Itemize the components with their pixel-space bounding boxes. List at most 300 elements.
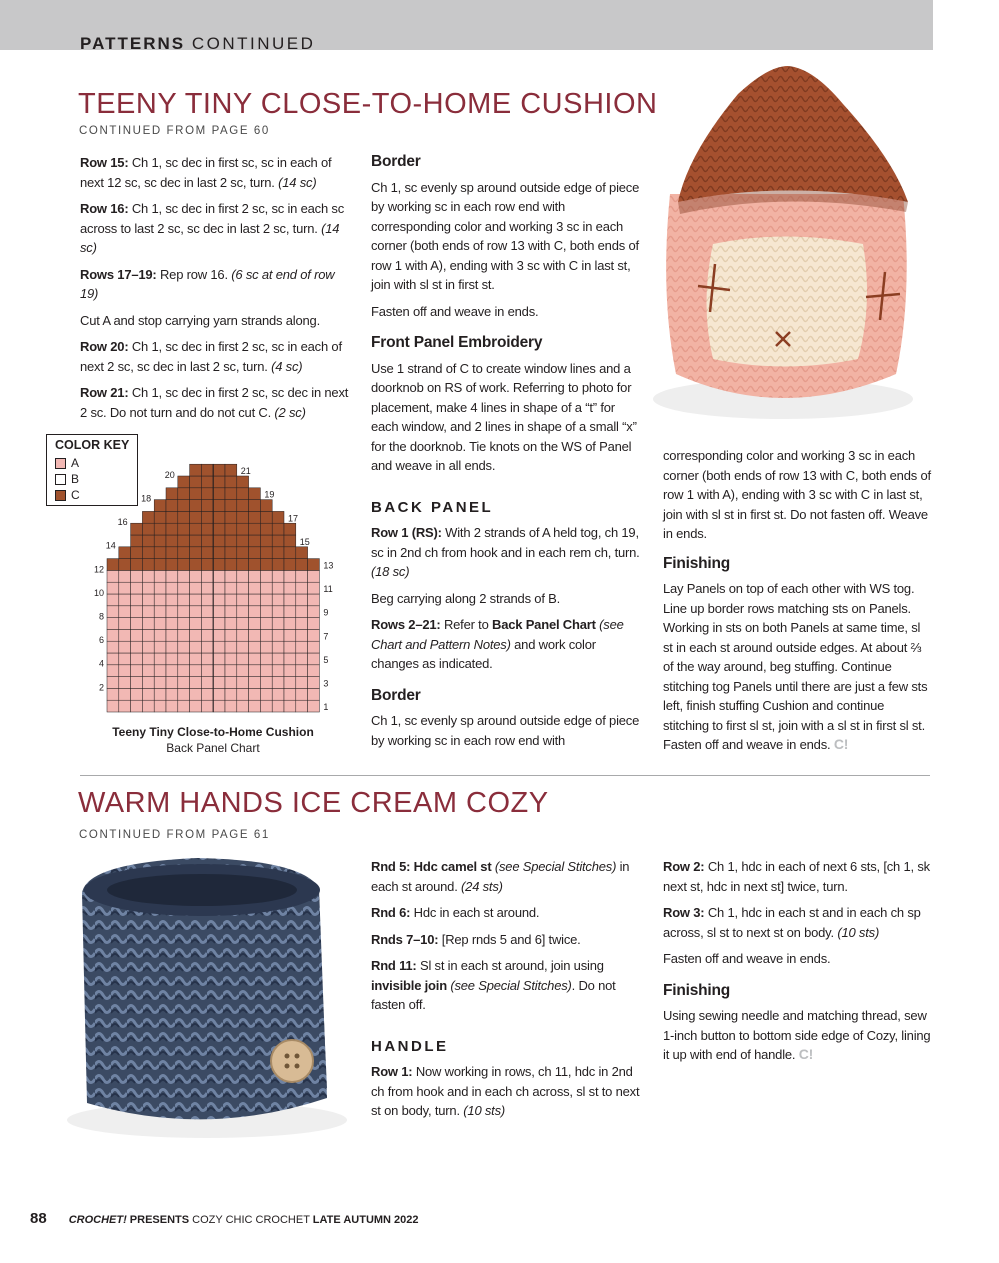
chart-stitch <box>225 677 237 689</box>
chart-row-label: 13 <box>323 560 334 571</box>
chart-stitch <box>249 653 261 665</box>
chart-stitch <box>154 700 166 712</box>
chart-stitch <box>154 665 166 677</box>
chart-stitch <box>260 594 272 606</box>
chart-stitch <box>190 629 202 641</box>
chart-stitch <box>296 618 308 630</box>
chart-stitch <box>225 606 237 618</box>
chart-stitch <box>225 641 237 653</box>
chart-stitch <box>178 476 190 488</box>
row-3: Row 3: Ch 1, hdc in each st and in each ch sp across, sl st to next st on body. (10 sts) <box>663 905 921 940</box>
chart-stitch <box>201 700 213 712</box>
chart-stitch <box>201 535 213 547</box>
chart-stitch <box>119 582 131 594</box>
cozy-photo <box>47 848 355 1150</box>
chart-stitch <box>284 559 296 571</box>
chart-stitch <box>308 570 320 582</box>
chart-stitch <box>119 700 131 712</box>
chart-stitch <box>107 618 119 630</box>
chart-stitch <box>237 641 249 653</box>
chart-stitch <box>237 618 249 630</box>
chart-stitch <box>166 535 178 547</box>
chart-row-label: 9 <box>323 607 329 618</box>
chart-stitch <box>154 641 166 653</box>
embroidery-heading: Front Panel Embroidery <box>371 334 543 351</box>
chart-stitch <box>107 677 119 689</box>
chart-stitch <box>237 488 249 500</box>
chart-stitch <box>308 618 320 630</box>
chart-stitch <box>272 547 284 559</box>
chart-stitch <box>213 511 225 523</box>
chart-row-label: 16 <box>117 517 128 528</box>
chart-stitch <box>249 559 261 571</box>
cushion-row-text: Cut A and stop carrying yarn strands along. <box>80 312 320 328</box>
footer: 88 CROCHET! PRESENTS COZY CHIC CROCHET LATE AUTUMN 2022 <box>30 1210 419 1227</box>
chart-stitch <box>249 606 261 618</box>
chart-stitch <box>225 523 237 535</box>
chart-stitch <box>119 606 131 618</box>
chart-stitch <box>119 665 131 677</box>
back-row-1: Row 1 (RS): With 2 strands of A held tog, ch 19, sc in 2nd ch from hook and in each rem ch, turn. (18 sc) <box>371 525 640 579</box>
chart-stitch <box>201 582 213 594</box>
embroidery-text: Use 1 strand of C to create window lines and a doorknob on RS of work. Referring to photo for placement, make 4 lines in shape of a “t” for each window, and 2 lines in shape of a small “x” for the doorknob. Tie knots on the WS of Panel and weave in all ends. <box>371 360 637 473</box>
chart-row-label: 14 <box>105 540 116 551</box>
cushion-center <box>707 237 868 367</box>
chart-stitch <box>284 653 296 665</box>
chart-stitch <box>237 476 249 488</box>
chart-stitch <box>107 606 119 618</box>
chart-stitch <box>284 618 296 630</box>
chart-stitch <box>178 665 190 677</box>
cozy-inner <box>107 874 297 906</box>
chart-stitch <box>178 582 190 594</box>
chart-stitch <box>284 547 296 559</box>
chart-stitch <box>260 570 272 582</box>
chart-stitch <box>272 665 284 677</box>
chart-stitch <box>201 500 213 512</box>
chart-stitch <box>213 618 225 630</box>
color-key-title: COLOR KEY <box>55 438 130 452</box>
chart-stitch <box>107 700 119 712</box>
chart-stitch <box>142 629 154 641</box>
border-heading: Border <box>371 153 421 170</box>
rnd-5: Rnd 5: Hdc camel st (see Special Stitches) in each st around. (24 sts) <box>371 859 630 894</box>
chart-stitch <box>142 547 154 559</box>
chart-stitch <box>166 511 178 523</box>
chart-stitch <box>190 653 202 665</box>
chart-stitch <box>213 629 225 641</box>
chart-stitch <box>237 547 249 559</box>
chart-stitch <box>213 547 225 559</box>
back-panel-chart <box>80 460 350 720</box>
chart-stitch <box>308 606 320 618</box>
chart-stitch <box>131 547 143 559</box>
chart-stitch <box>284 700 296 712</box>
chart-stitch <box>142 688 154 700</box>
chart-stitch <box>201 559 213 571</box>
chart-stitch <box>249 500 261 512</box>
chart-stitch <box>296 559 308 571</box>
chart-stitch <box>190 559 202 571</box>
chart-stitch <box>308 665 320 677</box>
chart-stitch <box>178 629 190 641</box>
chart-stitch <box>178 653 190 665</box>
chart-stitch <box>296 688 308 700</box>
chart-stitch <box>119 559 131 571</box>
chart-stitch <box>166 700 178 712</box>
chart-stitch <box>237 677 249 689</box>
chart-stitch <box>154 677 166 689</box>
chart-stitch <box>260 641 272 653</box>
chart-stitch <box>308 582 320 594</box>
chart-stitch <box>107 688 119 700</box>
chart-stitch <box>131 629 143 641</box>
chart-stitch <box>213 523 225 535</box>
chart-stitch <box>131 523 143 535</box>
chart-stitch <box>237 570 249 582</box>
page-number: 88 <box>30 1210 47 1227</box>
color-key-b: B <box>55 472 79 486</box>
chart-stitch <box>237 594 249 606</box>
chart-stitch <box>213 464 225 476</box>
chart-stitch <box>225 570 237 582</box>
chart-stitch <box>154 500 166 512</box>
chart-stitch <box>166 629 178 641</box>
chart-stitch <box>260 547 272 559</box>
chart-stitch <box>249 523 261 535</box>
chart-stitch <box>296 700 308 712</box>
chart-stitch <box>142 570 154 582</box>
chart-stitch <box>237 559 249 571</box>
chart-stitch <box>249 535 261 547</box>
chart-stitch <box>178 700 190 712</box>
chart-stitch <box>142 653 154 665</box>
chart-stitch <box>296 594 308 606</box>
chart-stitch <box>154 606 166 618</box>
chart-stitch <box>142 677 154 689</box>
chart-stitch <box>213 594 225 606</box>
chart-stitch <box>284 523 296 535</box>
cushion-row-text: Row 20: Ch 1, sc dec in first 2 sc, sc in each of next 2 sc, sc dec in last 2 sc, turn. (4 sc) <box>80 339 342 374</box>
chart-stitch <box>201 629 213 641</box>
cushion-row-text: Row 16: Ch 1, sc dec in first 2 sc, sc in each sc across to last 2 sc, sc dec in last 2 sc, turn. (14 sc) <box>80 201 345 255</box>
chart-stitch <box>284 688 296 700</box>
chart-stitch <box>178 618 190 630</box>
chart-stitch <box>237 582 249 594</box>
chart-stitch <box>178 570 190 582</box>
chart-stitch <box>142 535 154 547</box>
chart-stitch <box>178 688 190 700</box>
chart-stitch <box>284 665 296 677</box>
chart-stitch <box>107 582 119 594</box>
chart-stitch <box>225 488 237 500</box>
chart-row-label: 11 <box>323 584 333 595</box>
chart-stitch <box>142 641 154 653</box>
border2-text: Ch 1, sc evenly sp around outside edge of piece by working sc in each row end with <box>371 713 640 748</box>
chart-stitch <box>249 547 261 559</box>
cushion-row-text: Rows 17–19: Rep row 16. (6 sc at end of row 19) <box>80 266 335 301</box>
chart-stitch <box>178 606 190 618</box>
chart-stitch <box>201 488 213 500</box>
chart-stitch <box>142 523 154 535</box>
chart-stitch <box>260 618 272 630</box>
chart-stitch <box>190 665 202 677</box>
cushion-row-text: Row 21: Ch 1, sc dec in first 2 sc, sc dec in next 2 sc. Do not turn and do not cut C. (2 sc) <box>80 385 349 420</box>
finishing-text: Lay Panels on top of each other with WS tog. Line up border rows matching sts on Panels. Working in sts on both Panels at same time, sl st in each st around outside edges. At about ⅔ of the way around, beg stuffing. Continue stitching tog Panels until there are just a few sts left, finish stuffing Cushion and continue stitching to first sl st, join with a sl st in first sl st. Fasten off and weave in ends. C! <box>663 581 928 752</box>
chart-stitch <box>308 688 320 700</box>
chart-stitch <box>260 500 272 512</box>
chart-stitch <box>284 582 296 594</box>
chart-row-label: 15 <box>299 536 310 547</box>
chart-stitch <box>249 665 261 677</box>
chart-stitch <box>260 535 272 547</box>
chart-stitch <box>237 688 249 700</box>
chart-stitch <box>166 606 178 618</box>
chart-row-label: 7 <box>323 631 329 642</box>
cozy-finishing-heading: Finishing <box>663 981 731 999</box>
chart-stitch <box>260 606 272 618</box>
chart-stitch <box>131 594 143 606</box>
chart-caption: Teeny Tiny Close-to-Home Cushion Back Panel Chart <box>112 725 314 755</box>
chart-stitch <box>225 653 237 665</box>
chart-stitch <box>154 559 166 571</box>
chart-stitch <box>308 641 320 653</box>
chart-stitch <box>131 559 143 571</box>
border2-heading: Border <box>371 686 421 704</box>
chart-stitch <box>201 618 213 630</box>
chart-stitch <box>178 641 190 653</box>
chart-stitch <box>142 582 154 594</box>
chart-stitch <box>119 570 131 582</box>
chart-stitch <box>119 677 131 689</box>
chart-stitch <box>131 700 143 712</box>
cushion-row-text: Row 15: Ch 1, sc dec in first sc, sc in each of next 12 sc, sc dec in last 2 sc, turn. (14 sc) <box>80 155 332 190</box>
section-divider <box>80 775 930 776</box>
chart-stitch <box>237 500 249 512</box>
chart-stitch <box>166 547 178 559</box>
handle-heading: HANDLE <box>371 1037 449 1055</box>
finishing-heading: Finishing <box>663 554 731 572</box>
chart-stitch <box>296 547 308 559</box>
chart-stitch <box>260 653 272 665</box>
chart-stitch <box>178 511 190 523</box>
chart-stitch <box>213 606 225 618</box>
chart-stitch <box>131 570 143 582</box>
chart-stitch <box>225 582 237 594</box>
chart-stitch <box>166 559 178 571</box>
chart-stitch <box>272 570 284 582</box>
chart-stitch <box>131 665 143 677</box>
chart-stitch <box>284 594 296 606</box>
chart-stitch <box>166 641 178 653</box>
chart-stitch <box>237 700 249 712</box>
chart-stitch <box>142 700 154 712</box>
chart-stitch <box>272 641 284 653</box>
chart-stitch <box>107 641 119 653</box>
chart-stitch <box>142 594 154 606</box>
chart-stitch <box>213 535 225 547</box>
chart-stitch <box>107 629 119 641</box>
chart-stitch <box>272 677 284 689</box>
chart-stitch <box>272 618 284 630</box>
chart-stitch <box>225 594 237 606</box>
chart-stitch <box>119 641 131 653</box>
chart-stitch <box>260 523 272 535</box>
chart-stitch <box>201 523 213 535</box>
chart-stitch <box>154 511 166 523</box>
chart-stitch <box>190 500 202 512</box>
chart-stitch <box>178 523 190 535</box>
chart-stitch <box>225 535 237 547</box>
chart-stitch <box>260 582 272 594</box>
chart-stitch <box>142 618 154 630</box>
chart-stitch <box>249 629 261 641</box>
chart-stitch <box>308 559 320 571</box>
chart-stitch <box>296 665 308 677</box>
chart-stitch <box>213 641 225 653</box>
chart-stitch <box>154 570 166 582</box>
cozy-column-2 <box>371 857 643 1128</box>
cozy-continued: CONTINUED FROM PAGE 61 <box>79 829 270 841</box>
chart-stitch <box>237 535 249 547</box>
chart-stitch <box>272 606 284 618</box>
chart-stitch <box>201 641 213 653</box>
color-key-a: A <box>55 456 79 470</box>
chart-stitch <box>154 688 166 700</box>
chart-row-label: 6 <box>98 635 104 646</box>
swatch-c <box>55 490 66 501</box>
chart-row-label: 18 <box>141 493 152 504</box>
cushion-column-1 <box>80 153 350 429</box>
chart-stitch <box>154 547 166 559</box>
chart-stitch <box>166 594 178 606</box>
chart-stitch <box>166 570 178 582</box>
cozy-column-3 <box>663 857 931 1072</box>
chart-stitch <box>190 688 202 700</box>
chart-stitch <box>249 594 261 606</box>
chart-stitch <box>272 700 284 712</box>
cozy-title: WARM HANDS ICE CREAM COZY <box>78 787 549 819</box>
chart-stitch <box>178 547 190 559</box>
chart-stitch <box>119 594 131 606</box>
chart-stitch <box>131 677 143 689</box>
chart-stitch <box>260 688 272 700</box>
cozy-finishing-text: Using sewing needle and matching thread, sew 1-inch button to bottom side edge of Cozy, lining it up with end of handle. C! <box>663 1008 931 1062</box>
chart-stitch <box>119 629 131 641</box>
chart-row-label: 17 <box>288 513 299 524</box>
chart-stitch <box>284 570 296 582</box>
swatch-a <box>55 458 66 469</box>
chart-stitch <box>119 688 131 700</box>
chart-stitch <box>201 570 213 582</box>
cushion-title: TEENY TINY CLOSE-TO-HOME CUSHION <box>78 88 658 120</box>
chart-stitch <box>107 570 119 582</box>
chart-stitch <box>154 653 166 665</box>
chart-stitch <box>225 500 237 512</box>
chart-stitch <box>249 618 261 630</box>
chart-stitch <box>237 523 249 535</box>
chart-stitch <box>213 488 225 500</box>
chart-stitch <box>131 641 143 653</box>
chart-stitch <box>201 665 213 677</box>
chart-stitch <box>284 606 296 618</box>
chart-stitch <box>142 665 154 677</box>
chart-stitch <box>225 511 237 523</box>
chart-stitch <box>178 677 190 689</box>
chart-stitch <box>142 511 154 523</box>
chart-row-label: 19 <box>264 489 275 500</box>
chart-stitch <box>107 653 119 665</box>
chart-stitch <box>131 582 143 594</box>
chart-stitch <box>154 618 166 630</box>
chart-stitch <box>154 535 166 547</box>
chart-stitch <box>154 594 166 606</box>
chart-stitch <box>119 653 131 665</box>
cozy-end-badge: C! <box>798 1046 814 1062</box>
chart-row-label: 3 <box>323 678 329 689</box>
chart-stitch <box>284 535 296 547</box>
chart-stitch <box>272 653 284 665</box>
chart-stitch <box>166 688 178 700</box>
chart-stitch <box>201 547 213 559</box>
chart-stitch <box>166 677 178 689</box>
row-2: Row 2: Ch 1, hdc in each of next 6 sts, [ch 1, sk next st, hdc in next st] twice, turn. <box>663 859 930 894</box>
chart-stitch <box>225 700 237 712</box>
chart-stitch <box>190 488 202 500</box>
chart-stitch <box>190 570 202 582</box>
chart-stitch <box>190 464 202 476</box>
chart-stitch <box>213 582 225 594</box>
chart-stitch <box>272 688 284 700</box>
chart-stitch <box>296 677 308 689</box>
chart-stitch <box>213 665 225 677</box>
chart-stitch <box>131 606 143 618</box>
chart-stitch <box>190 547 202 559</box>
chart-stitch <box>166 665 178 677</box>
chart-row-label: 1 <box>323 702 329 713</box>
chart-stitch <box>178 559 190 571</box>
chart-stitch <box>249 677 261 689</box>
chart-stitch <box>249 511 261 523</box>
cushion-column-2 <box>371 152 643 757</box>
chart-stitch <box>142 606 154 618</box>
chart-stitch <box>308 594 320 606</box>
chart-row-label: 2 <box>98 682 104 693</box>
chart-stitch <box>260 677 272 689</box>
handle-row-1: Row 1: Now working in rows, ch 11, hdc in 2nd ch from hook and in each ch across, sl st to next st on body, turn. (10 sts) <box>371 1064 640 1118</box>
chart-stitch <box>272 629 284 641</box>
chart-stitch <box>296 653 308 665</box>
chart-stitch <box>119 547 131 559</box>
chart-stitch <box>296 606 308 618</box>
chart-stitch <box>190 535 202 547</box>
chart-stitch <box>225 547 237 559</box>
chart-stitch <box>213 500 225 512</box>
rnds-7-10: Rnds 7–10: [Rep rnds 5 and 6] twice. <box>371 931 581 947</box>
section-label: PATTERNS CONTINUED <box>80 34 316 53</box>
chart-stitch <box>107 665 119 677</box>
chart-row-label: 4 <box>98 658 104 669</box>
chart-stitch <box>166 500 178 512</box>
chart-stitch <box>249 488 261 500</box>
back-panel-heading: BACK PANEL <box>371 498 494 516</box>
chart-stitch <box>142 559 154 571</box>
chart-stitch <box>201 653 213 665</box>
beg-text: Beg carrying along 2 strands of B. <box>371 590 561 606</box>
chart-stitch <box>131 535 143 547</box>
chart-stitch <box>308 629 320 641</box>
chart-row-label: 21 <box>240 466 251 477</box>
